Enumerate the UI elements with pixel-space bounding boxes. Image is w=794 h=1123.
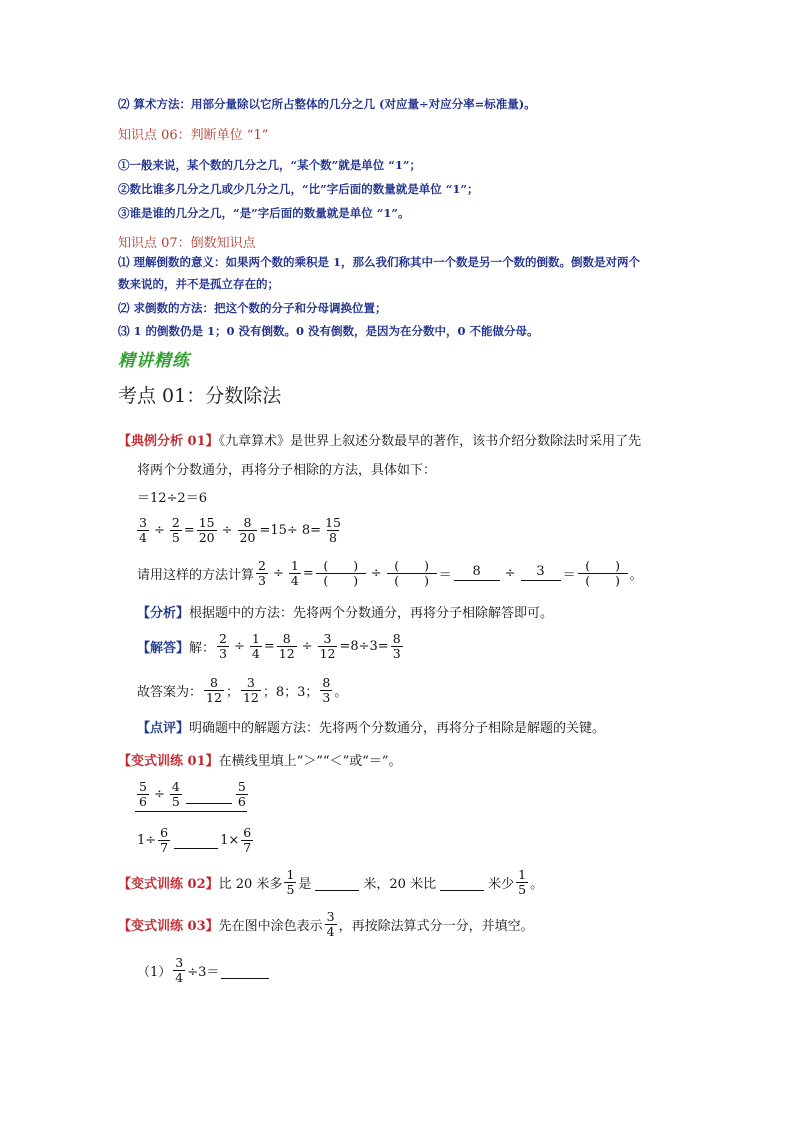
v01-text: 在横线里填上“＞”“＜”或“＝”。 — [218, 754, 402, 769]
fraction: $\frac{15}{20}$ — [198, 515, 215, 545]
fraction: $\frac{8}{20}$ — [239, 515, 256, 545]
v03-line: 【变式训练 03】 先在图中涂色表示 $\frac{3}{4}$ ，再按除法算式分一分，并填空。 — [118, 909, 534, 939]
blank-fraction[interactable]: $\frac{( )}{( )}$ — [387, 559, 437, 586]
fraction: $\frac{2}{3}$ — [258, 558, 266, 588]
v02-tag: 【变式训练 02】 — [118, 876, 219, 892]
method-line: ⑵ 算术方法：用部分量除以它所占整体的几分之几 (对应量÷对应分率=标准量)。 — [118, 97, 536, 111]
fraction: $\frac{6}{7}$ — [243, 825, 252, 855]
v03-q1: （1） $\frac{3}{4}$ ÷3＝ — [137, 952, 271, 988]
compare-blank[interactable] — [186, 785, 232, 804]
answer-tag: 【解答】 — [137, 640, 190, 656]
fraction: $\frac{8}{12}$ — [278, 631, 295, 661]
answer-blank[interactable] — [221, 962, 269, 979]
example-eq2: $\frac{3}{4}$ ÷ $\frac{2}{5}$ = $\frac{15}{20}$ ÷ $\frac{8}{20}$ =15÷ 8= $\frac{15}{8}$ — [139, 515, 341, 545]
k07-item-2: ⑵ 求倒数的方法：把这个数的分子和分母调换位置； — [118, 301, 387, 315]
fraction: $\frac{8}{12}$ — [206, 675, 222, 705]
fraction: $\frac{3}{12}$ — [319, 631, 336, 661]
fraction: $\frac{1}{5}$ — [286, 867, 295, 897]
example-intro-line1 — [118, 430, 641, 449]
analysis-text: 根据题中的方法：先将两个分数通分，再将分子相除解答即可。 — [189, 606, 554, 621]
answer-line: 【解答】 解： $\frac{2}{3}$ ÷ $\frac{1}{4}$ = $\frac{8}{12}$ ÷ $\frac{3}{12}$ =8÷3= $\frac{8}{3}$ — [137, 631, 401, 661]
v03-tag: 【变式训练 03】 — [118, 918, 219, 934]
fraction: $\frac{3}{12}$ — [242, 675, 259, 705]
k06-title: 知识点 06：判断单位 “1” — [118, 128, 269, 143]
fraction: $\frac{8}{3}$ — [322, 675, 331, 705]
fraction: $\frac{5}{6}$ — [139, 779, 147, 809]
fraction: $\frac{1}{5}$ — [518, 867, 527, 897]
k07-title: 知识点 07：倒数知识点 — [118, 236, 256, 251]
example-tag: 【典例分析 01】 — [118, 434, 219, 449]
answer-blank[interactable]: 3 — [521, 565, 561, 580]
fraction: $\frac{15}{8}$ — [325, 515, 341, 545]
v01-line — [118, 750, 402, 769]
blank-fraction[interactable]: $\frac{( )}{( )}$ — [578, 559, 628, 586]
fraction: $\frac{1}{4}$ — [290, 558, 299, 588]
example-intro-line2: 将两个分数通分，再将分子相除的方法，具体如下： — [137, 463, 437, 478]
fraction: $\frac{6}{7}$ — [160, 825, 169, 855]
k06-item-3: ③谁是谁的几分之几，“是”字后面的数量就是单位 “1”。 — [118, 206, 410, 220]
comment-tag: 【点评】 — [137, 721, 190, 736]
fraction: $\frac{4}{5}$ — [171, 779, 180, 809]
k07-item-1b: 数来说的，并不是孤立存在的； — [118, 277, 279, 291]
fraction: $\frac{2}{3}$ — [219, 631, 227, 661]
v01-tag: 【变式训练 01】 — [118, 754, 219, 769]
analysis-tag: 【分析】 — [137, 606, 190, 621]
example-eq3: 请用这样的方法计算 $\frac{2}{3}$ ÷ $\frac{1}{4}$ = $\frac{( )}{( )}$ ÷ $\frac{( )}{( )}$ ＝ 8 ÷ 3 ＝ $\frac{( )}{( )}$ 。 — [137, 558, 643, 588]
k06-item-1: ①一般来说，某个数的几分之几，“某个数”就是单位 “1”； — [118, 158, 421, 172]
v01-row1: $\frac{5}{6}$ ÷ $\frac{4}{5}$ $\frac{5}{6}$ — [139, 779, 246, 809]
example-eq1: ＝12÷2＝6 — [137, 491, 207, 506]
fraction: $\frac{5}{6}$ — [237, 779, 246, 809]
divider-line — [135, 811, 247, 812]
fraction: $\frac{3}{4}$ — [175, 955, 184, 985]
v01-row2: 1÷ $\frac{6}{7}$ 1× $\frac{6}{7}$ — [137, 825, 252, 855]
k07-item-1: ⑴ 理解倒数的意义：如果两个数的乘积是 1，那么我们称其中一个数是另一个数的倒数。倒数是对两个 — [118, 255, 641, 269]
fraction: $\frac{2}{5}$ — [171, 515, 180, 545]
section-heading: 精讲精练 — [118, 351, 190, 371]
fraction: $\frac{3}{4}$ — [326, 909, 335, 939]
answer-blank[interactable]: 8 — [454, 565, 500, 580]
example-intro-text: 《九章算术》是世界上叙述分数最早的著作，该书介绍分数除法时采用了先 — [218, 434, 642, 449]
compare-blank[interactable] — [174, 832, 218, 849]
analysis-line — [137, 602, 553, 621]
comment-text: 明确题中的解题方法：先将两个分数通分，再将分子相除是解题的关键。 — [189, 721, 606, 736]
kaodian-title: 考点 01：分数除法 — [118, 385, 282, 407]
answer-blank[interactable] — [440, 874, 484, 891]
comment-line — [137, 717, 605, 736]
final-answer-line: 故答案为： $\frac{8}{12}$ ； $\frac{3}{12}$ ；8；3； $\frac{8}{3}$ 。 — [137, 675, 348, 705]
fraction: $\frac{8}{3}$ — [392, 631, 401, 661]
k06-item-2: ②数比谁多几分之几或少几分之几，“比”字后面的数量就是单位 “1”； — [118, 182, 479, 196]
v02-line: 【变式训练 02】 比 20 米多 $\frac{1}{5}$ 是 米，20 米比 米少 $\frac{1}{5}$ 。 — [118, 867, 544, 897]
fraction: $\frac{3}{4}$ — [139, 515, 147, 545]
k07-item-3: ⑶ 1 的倒数仍是 1；0 没有倒数。0 没有倒数，是因为在分数中，0 不能做分母。 — [118, 324, 539, 338]
blank-fraction[interactable]: $\frac{( )}{( )}$ — [316, 559, 366, 586]
answer-blank[interactable] — [315, 874, 359, 891]
fraction: $\frac{1}{4}$ — [251, 631, 260, 661]
